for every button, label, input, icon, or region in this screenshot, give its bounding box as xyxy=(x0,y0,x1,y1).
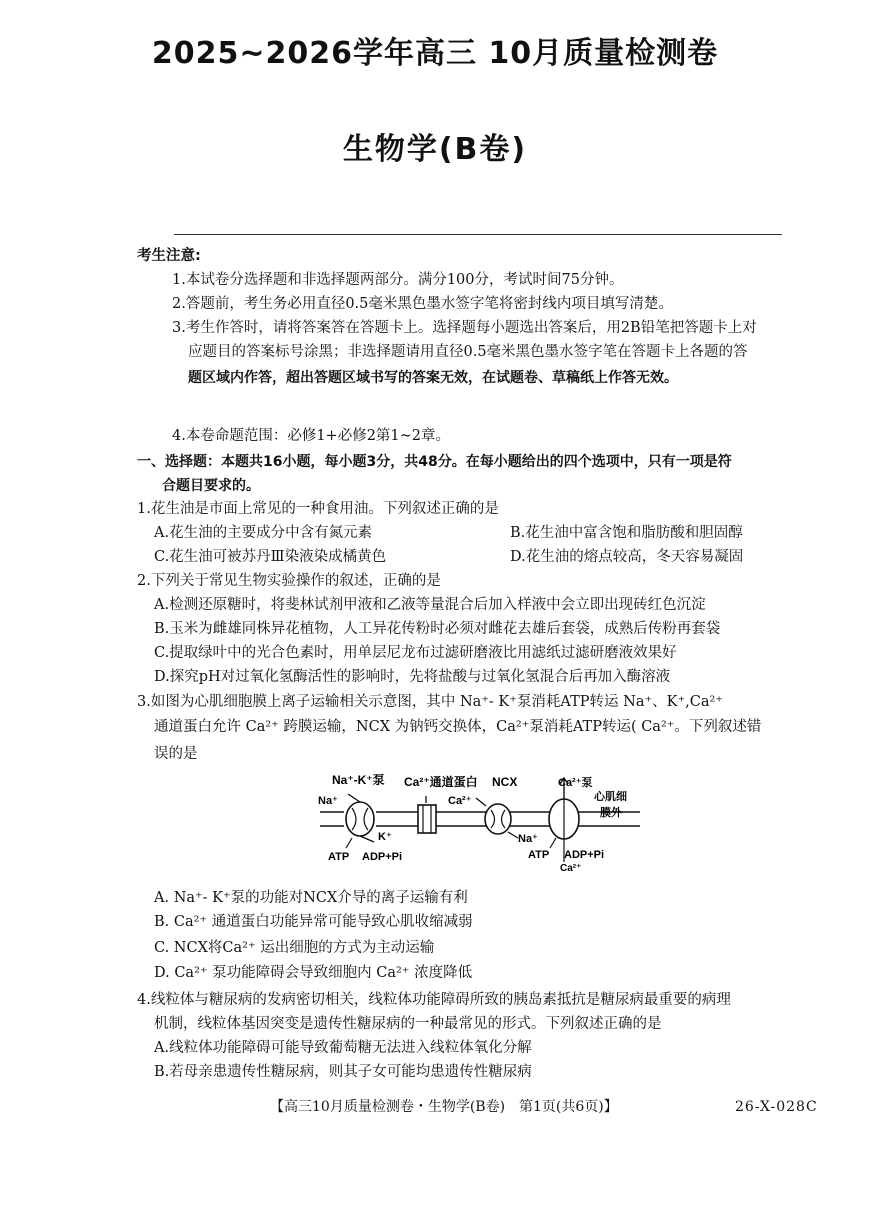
ca-label: Ca²⁺ xyxy=(560,863,582,872)
option-c: C.花生油可被苏丹Ⅲ染液染成橘黄色 xyxy=(154,549,387,565)
question-stem-cont: 通道蛋白允许 Ca²⁺ 跨膜运输，NCX 为钠钙交换体，Ca²⁺泵消耗ATP转运( Ca²⁺。下列叙述错 xyxy=(154,719,762,735)
option-b: B.若母亲患遗传性糖尿病，则其子女可能均患遗传性糖尿病 xyxy=(154,1064,532,1080)
question-stem: 4.线粒体与糖尿病的发病密切相关，线粒体功能障碍所致的胰岛素抵抗是糖尿病最重要的病理 xyxy=(137,992,731,1008)
ca-label: Ca²⁺ xyxy=(448,795,472,807)
k-label: K⁺ xyxy=(378,831,392,843)
exam-title: 2025~2026学年高三 10月质量检测卷 xyxy=(151,36,719,71)
na-k-pump-icon xyxy=(346,802,374,836)
option-a: A.检测还原糖时，将斐林试剂甲液和乙液等量混合后加入样液中会立即出现砖红色沉淀 xyxy=(154,597,706,613)
paper-code: 26-X-028C xyxy=(735,1099,818,1115)
adp-label: ADP+Pi xyxy=(362,851,403,863)
option-c: C.提取绿叶中的光合色素时，用单层尼龙布过滤研磨液比用滤纸过滤研磨液效果好 xyxy=(154,645,677,661)
option-b: B.花生油中富含饱和脂肪酸和胆固醇 xyxy=(510,525,743,541)
header-divider xyxy=(174,234,782,235)
ncx-icon xyxy=(485,804,511,834)
option-d: D.探究pH对过氧化氢酶活性的影响时，先将盐酸与过氧化氢混合后再加入酶溶液 xyxy=(154,669,671,685)
membrane-label: 膜外 xyxy=(600,807,622,819)
option-d: D. Ca²⁺ 泵功能障碍会导致细胞内 Ca²⁺ 浓度降低 xyxy=(154,965,473,981)
option-d: D.花生油的熔点较高，冬天容易凝固 xyxy=(510,549,744,565)
atp-label: ATP xyxy=(528,849,550,861)
notice-item: 2.答题前，考生务必用直径0.5毫米黑色墨水签字笔将密封线内项目填写清楚。 xyxy=(172,296,673,312)
option-a: A. Na⁺- K⁺泵的功能对NCX介导的离子运输有利 xyxy=(154,890,468,906)
ca-pump-label: Ca²⁺泵 xyxy=(558,777,593,789)
na-label: Na⁺ xyxy=(318,795,338,807)
notice-heading: 考生注意: xyxy=(137,248,201,264)
notice-item: 1.本试卷分选择题和非选择题两部分。满分100分，考试时间75分钟。 xyxy=(172,272,624,288)
option-c: C. NCX将Ca²⁺ 运出细胞的方式为主动运输 xyxy=(154,940,435,956)
notice-item: 题区域内作答，超出答题区域书写的答案无效，在试题卷、草稿纸上作答无效。 xyxy=(188,370,678,386)
atp-label: ATP xyxy=(328,851,350,863)
section-heading-cont: 合题目要求的。 xyxy=(162,478,260,494)
ca-channel-icon xyxy=(418,805,436,833)
notice-item: 4.本卷命题范围：必修1+必修2第1~2章。 xyxy=(172,428,451,444)
question-stem: 3.如图为心肌细胞膜上离子运输相关示意图，其中 Na⁺- K⁺泵消耗ATP转运 Na⁺、K⁺,Ca²⁺ xyxy=(137,694,723,710)
pump-label: Na⁺-K⁺泵 xyxy=(332,773,385,787)
channel-label: Ca²⁺通道蛋白 xyxy=(404,775,478,789)
option-b: B.玉米为雌雄同株异花植物，人工异花传粉时必须对雌花去雄后套袋，成熟后传粉再套袋 xyxy=(154,621,721,637)
page-footer: 【高三10月质量检测卷・生物学(B卷) 第1页(共6页)】 xyxy=(270,1099,618,1115)
na-label: Na⁺ xyxy=(518,833,538,845)
notice-item: 3.考生作答时，请将答案答在答题卡上。选择题每小题选出答案后，用2B铅笔把答题卡上对 xyxy=(172,320,757,336)
membrane-label: 心肌细 xyxy=(594,791,627,803)
question-stem-cont: 机制，线粒体基因突变是遗传性糖尿病的一种最常见的形式。下列叙述正确的是 xyxy=(154,1016,662,1032)
section-heading: 一、选择题：本题共16小题，每小题3分，共48分。在每小题给出的四个选项中，只有一项是符 xyxy=(137,454,732,470)
question-stem-cont: 误的是 xyxy=(154,746,198,762)
adp-label: ADP+Pi xyxy=(564,849,605,861)
option-a: A.线粒体功能障碍可能导致葡萄糖无法进入线粒体氧化分解 xyxy=(154,1040,532,1056)
ion-transport-figure xyxy=(318,770,640,872)
question-stem: 2.下列关于常见生物实验操作的叙述，正确的是 xyxy=(137,573,441,589)
option-a: A.花生油的主要成分中含有氮元素 xyxy=(154,525,373,541)
option-b: B. Ca²⁺ 通道蛋白功能异常可能导致心肌收缩减弱 xyxy=(154,914,473,930)
notice-item: 应题目的答案标号涂黑；非选择题请用直径0.5毫米黑色墨水签字笔在答题卡上各题的答 xyxy=(188,344,748,360)
exam-subtitle: 生物学(B卷) xyxy=(342,132,528,167)
ncx-label: NCX xyxy=(492,775,518,789)
question-stem: 1.花生油是市面上常见的一种食用油。下列叙述正确的是 xyxy=(137,501,499,517)
